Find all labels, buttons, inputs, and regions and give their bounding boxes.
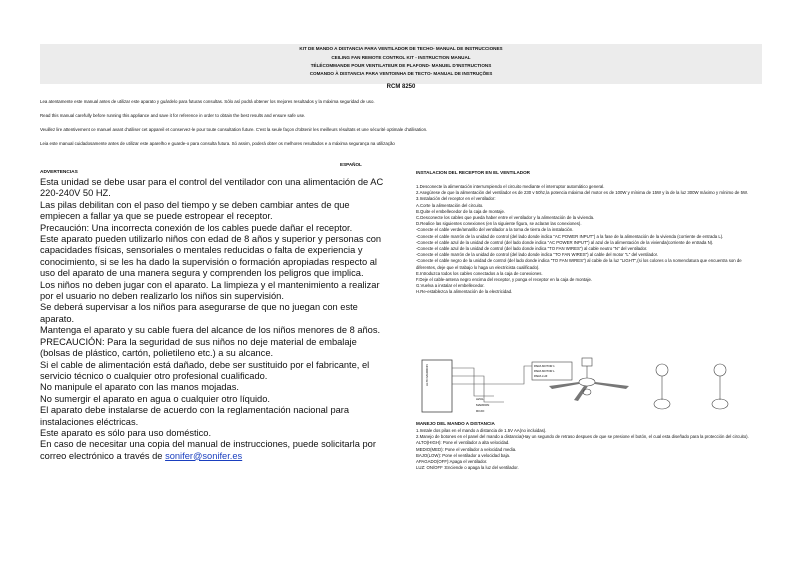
title-pt: COMANDO À DISTANCIA PARA VENTOINHA DE TECTO- MANUAL DE INSTRUÇÕES [309,71,493,76]
remote-step: BAJO(LOW): Pone el ventilador a velocidad baja. [416,452,511,458]
email-link[interactable]: sonifer@sonifer.es [165,450,243,461]
installation-step: C.Desconecte los cables que pueda haber entre el ventilador y la alimentación de la vivienda. [416,215,595,221]
title-es: KIT DE MANDO A DISTANCIA PARA VENTILADOR DE TECHO- MANUAL DE INSTRUCCIONES [299,46,503,51]
fan-canopy [582,358,592,366]
wire [452,366,532,384]
fan-blade [595,382,629,389]
installation-step: -Conecte el cable marrón de la unidad de control (del lado donde indica "TO FAN WIRES") al cable del motor "L" del ventilador. [416,252,659,258]
wire [452,368,494,396]
installation-step: -Conecte el cable marrón de la unidad de control (del lado donde indica "AC POWER INPUT") a la fase de la alimentación de la vivienda (corriente de entrada L). [416,233,724,239]
diagram-label-azul: AZUL [476,397,484,401]
detail-motor [712,399,728,409]
installation-step: B.Quite el embellecedor de la caja de montaje. [416,208,506,214]
installation-step: -Conecte el cable negro de la unidad de control (del lado donde indica "TO FAN WIRES") al cable de la luz "LIGHT",(si los colores o la nomenclatura que encuentra son de diferentes, deje que el trabajo lo haga un electricista cualificado). [416,258,742,270]
warning-item: El aparato debe instalarse de acuerdo con la reglamentación nacional para instalaciones eléctricas. [40,405,350,427]
detail-canopy [714,364,726,376]
installation-step: 3.Instalación del receptor en el ventilador: [416,196,496,202]
fan-blade [574,386,588,401]
remote-title: MANEJO DEL MANDO A DISTANCIA [416,421,495,426]
wiring-diagram [414,356,759,416]
remote-step: APAGADO(OFF):Apaga el ventilador. [416,459,488,465]
diagram-label-motor2: PARA MOTOR L [534,369,555,373]
installation-step: -Conecte el cable azul de la unidad de control (del lado donde indica "AC POWER INPUT") al azul de la alimentación de la vivienda(corriente de entrada N). [416,239,714,245]
diagram-label-luz: PARA LUZ [534,374,548,378]
remote-step: 1.Instale dos pilas en el mando a distancia de 1.5V AA(no incluidas). [416,428,547,433]
remote-step: ALTO(HIGH): Pone el ventilador a alta velocidad. [416,440,510,446]
warning-item: PRECAUCIÓN: Para la seguridad de sus niños no deje material de embalaje (bolsas de plástico, cartón, polietileno etc.) a su alcance. [40,336,357,359]
diagram-label-rojo: ROJO [476,409,485,413]
warning-item [40,439,388,462]
installation-step: -Conecte el cable verde/amarillo del ventilador a la toma de tierra de la instalación. [416,227,574,233]
diagram-label-motor1: PARA MOTOR 1 [534,364,555,368]
language-label: ESPAÑOL [340,162,362,167]
installation-list [416,184,761,296]
installation-step: -Conecte el cable azul de la unidad de control (del lado donde indica "TO FAN WIRES") al cable neutro "N" del ventilador. [416,246,648,252]
installation-step: G.Vuelva a instalar el embellecedor. [416,283,485,289]
installation-step: F.Deje el cable-antena negro encima del receptor, y ponga el receptor en la caja de montaje. [416,277,593,283]
detail-canopy [656,364,668,376]
warning-item: No manipule el aparato con las manos mojadas. [40,382,239,393]
warning-item: No sumergir el aparato en agua o cualquier otro líquido. [40,393,270,404]
installation-title: INSTALACION DEL RECEPTOR EN EL VENTILADOR [416,170,531,175]
diagram-label-marron: MARRON [476,403,490,407]
warnings-title: ADVERTENCIAS [40,170,78,175]
warning-item: Los niños no deben jugar con el aparato. La limpieza y el mantenimiento a realizar por el usuario no deben realizarlo los niños sin supervisión. [40,279,380,302]
intro-es: Lea atentamente este manual antes de utilizar este aparato y guárdelo para futuras consultas. Sólo así podrá obtener los mejores resultados y la máxima seguridad de uso. [40,99,375,104]
installation-step: 1.Desconecte la alimentación interrumpiendo el circuito mediante el interruptor automático general. [416,184,605,189]
intro-pt: Leia este manual cuidadosamente antes de utilizar este aparelho e guarde-o para consulta futura. Só assim, poderá obter os melhores resultados e a máxima segurança na utilização [40,141,395,146]
model-number: RCM 8250 [386,84,416,90]
title-fr: TÉLÉCOMMANDE POUR VENTILATEUR DE PLAFOND- MANUEL D'INSTRUCTIONS [310,63,492,68]
warnings-list [40,177,388,462]
intro-fr: Veuillez lire attentivement ce manuel avant d'utiliser cet appareil et conservez-le pour toute consultation future. C'est la seule façon d'obtenir les meilleurs résultats et une sécurité optimale d'utilisation. [40,127,428,132]
warning-item: Se deberá supervisar a los niños para asegurarse de que no juegan con este aparato. [40,302,358,324]
intro-en: Read this manual carefully before running this appliance and save it for reference in order to obtain the best results and ensure safe use. [40,113,306,118]
fan-blade [549,382,579,389]
installation-step: H.Re-establezca la alimentación de la electricidad. [416,289,513,295]
diagram-label-alto: ALTO MARRON [425,364,429,386]
installation-step: D.Realice las siguientes conexiones (en la siguiente figura, se aclaran las conexiones). [416,221,582,227]
remote-step: MEDIO(MED): Pone el ventilador a velocidad media. [416,446,517,452]
warning-item: Este aparato es sólo para uso doméstico. [40,427,212,438]
remote-step: LUZ: ON/OFF :Enciende o apaga la luz del ventilador. [416,465,519,471]
warning-item: Las pilas debilitan con el paso del tiempo y se deben cambiar antes de que empiecen a fallar ya que se puede estropear el receptor. [40,199,350,222]
installation-step: 2.Asegúrese de que la alimentación del ventilador es de 230 v 50hz,la potencia máxima del motor es de 100W y mínima de 15W y la de la luz 300W máximo y mínimo de 5W. [416,190,748,196]
fan-motor [579,378,595,386]
warning-item: Precaución: Una incorrecta conexión de los cables puede dañar el receptor. [40,222,353,233]
title-en: CEILING FAN REMOTE CONTROL KIT - INSTRUCTION MANUAL [331,55,471,60]
detail-motor [654,399,670,409]
remote-list [416,428,761,471]
fan-light [583,389,591,395]
warning-item: Mantenga el aparato y su cable fuera del alcance de los niños menores de 8 años. [40,325,381,336]
installation-step: E.Introduzca todos los cables conectados a la caja de conexiones. [416,270,543,276]
installation-step: A.Corte la alimentación del circuito. [416,202,484,208]
remote-step: 2.Manejo de botones en el panel del mando a distancia(Hay un segundo de retraso despues de que se presione el botón, el cual esta diseñado para la protección del circuito). [416,434,749,440]
warning-text: En caso de necesitar una copia del manual de instrucciones, puede solicitarla por correo electrónico a través de [40,439,376,461]
warning-item: Este aparato pueden utilizarlo niños con edad de 8 años y superior y personas con capacidades físicas, sensoriales o mentales reducidas o falta de experiencia y conocimiento, si se les ha dado la supervisión o formación apropiadas respecto al uso del aparato de una manera segura y comprenden los peligros que implica. [40,234,382,279]
warning-item: Esta unidad se debe usar para el control del ventilador con una alimentación de AC 220-240V 50 HZ. [40,177,384,199]
warning-item: Si el cable de alimentación está dañado, debe ser sustituido por el fabricante, el servicio técnico o cualquier otro profesional cualificado. [40,359,370,381]
